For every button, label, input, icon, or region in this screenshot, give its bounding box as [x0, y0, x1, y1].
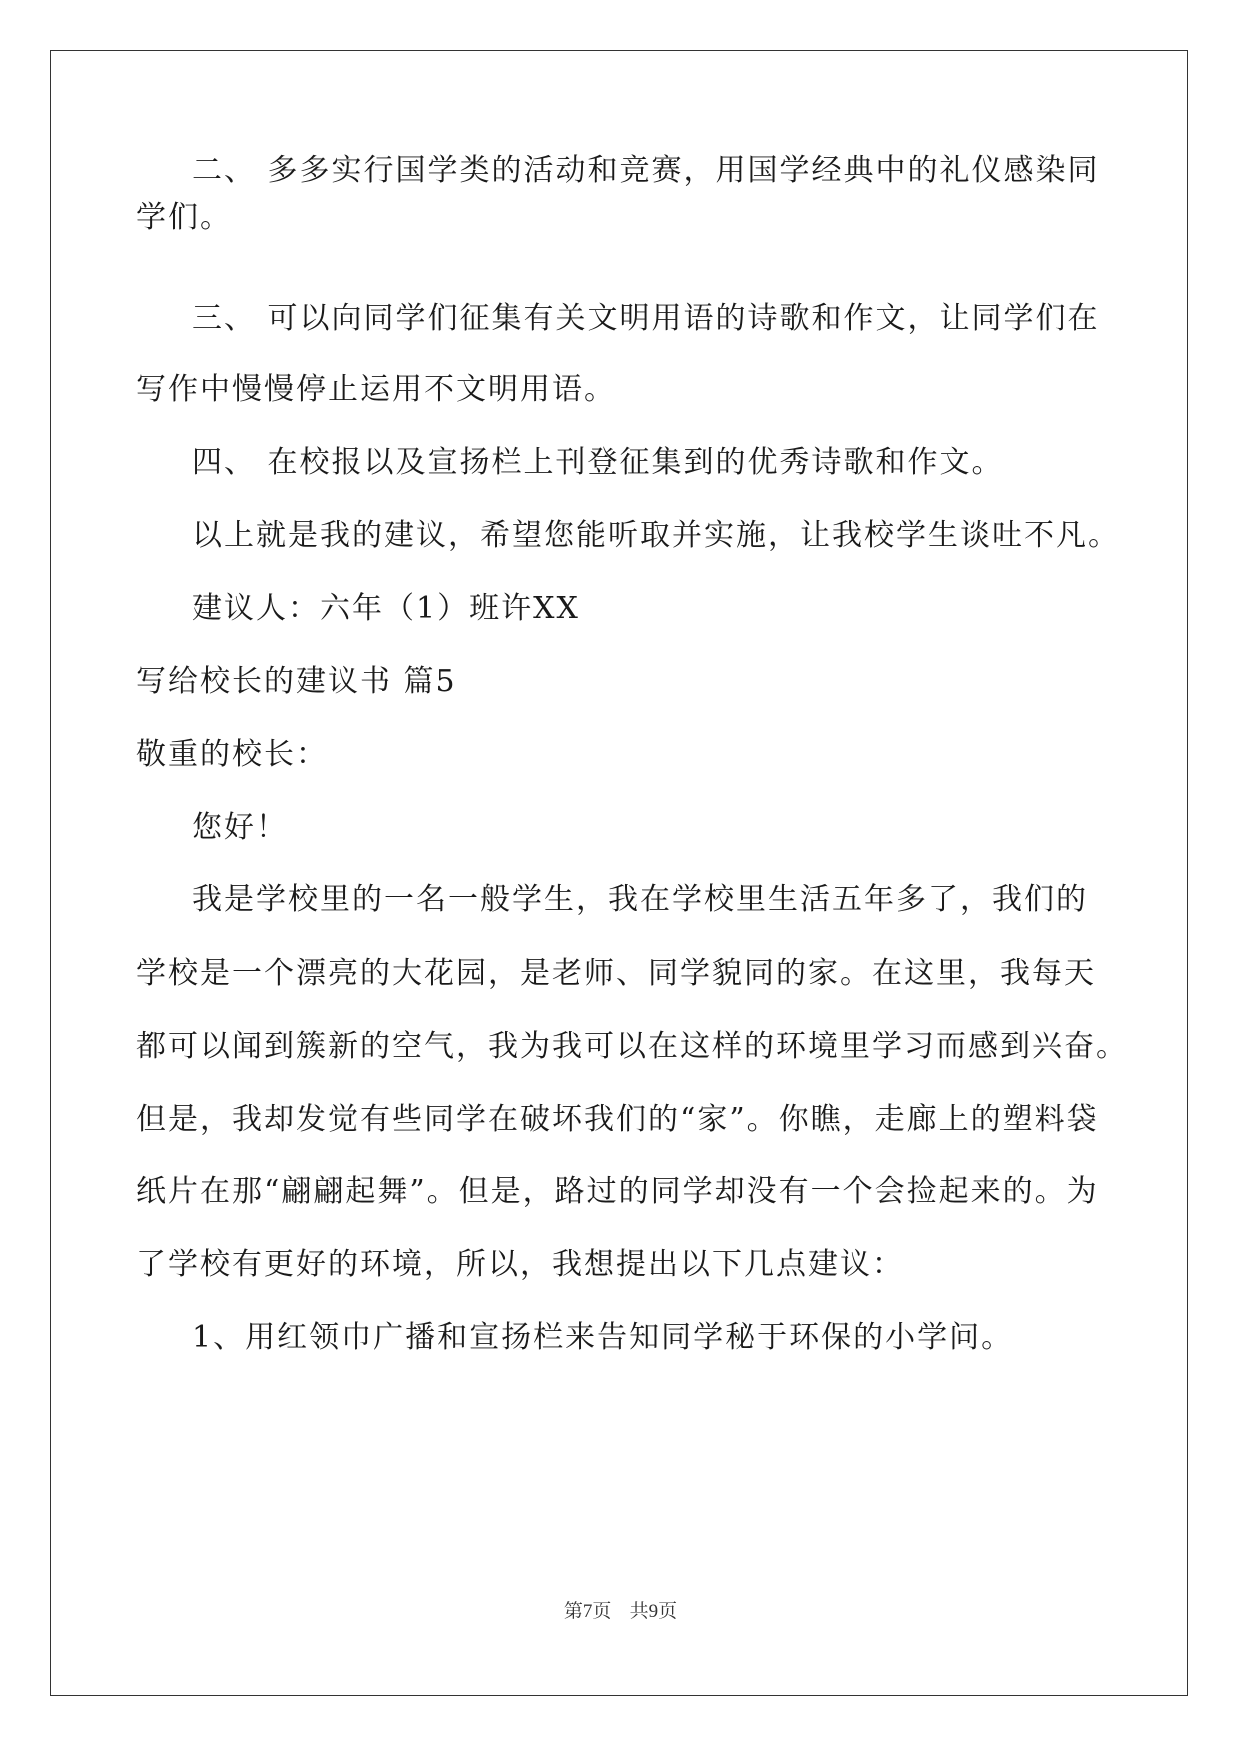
total-prefix: 共: [629, 1600, 649, 1622]
page-number: 7: [582, 1601, 593, 1622]
page-prefix: 第: [563, 1600, 583, 1622]
section-heading: 写给校长的建议书 篇5: [136, 664, 457, 699]
paragraph-line: 了学校有更好的环境，所以，我想提出以下几点建议：: [136, 1247, 904, 1282]
paragraph-line: 1、用红领巾广播和宣扬栏来告知同学秘于环保的小学问。: [192, 1320, 1014, 1355]
paragraph-line: 四、 在校报以及宣扬栏上刊登征集到的优秀诗歌和作文。: [192, 445, 1004, 480]
paragraph-line: 学们。: [136, 200, 232, 235]
salutation: 敬重的校长：: [136, 737, 328, 772]
page-footer: [0, 1599, 1241, 1624]
signature-line: 建议人：六年（1）班许XX: [192, 591, 580, 626]
paragraph-line: 我是学校里的一名一般学生，我在学校里生活五年多了，我们的: [192, 882, 1088, 917]
paragraph-line: 三、 可以向同学们征集有关文明用语的诗歌和作文，让同学们在: [192, 301, 1100, 336]
total-suffix: 页: [658, 1600, 678, 1622]
page-suffix: 页: [592, 1600, 612, 1622]
total-pages: 9: [648, 1601, 659, 1622]
greeting: 您好！: [192, 810, 288, 845]
paragraph-line: 以上就是我的建议，希望您能听取并实施，让我校学生谈吐不凡。: [192, 518, 1120, 553]
paragraph-line: 二、 多多实行国学类的活动和竞赛，用国学经典中的礼仪感染同: [192, 153, 1100, 188]
paragraph-line: 写作中慢慢停止运用不文明用语。: [136, 372, 616, 407]
paragraph-line: 纸片在那“翩翩起舞”。但是，路过的同学却没有一个会捡起来的。为: [136, 1174, 1099, 1209]
page-border: [50, 50, 1188, 1696]
paragraph-line: 学校是一个漂亮的大花园，是老师、同学貌同的家。在这里，我每天: [136, 956, 1096, 991]
paragraph-line: 都可以闻到簇新的空气，我为我可以在这样的环境里学习而感到兴奋。: [136, 1029, 1128, 1064]
paragraph-line: 但是，我却发觉有些同学在破坏我们的“家”。你瞧，走廊上的塑料袋: [136, 1102, 1099, 1137]
